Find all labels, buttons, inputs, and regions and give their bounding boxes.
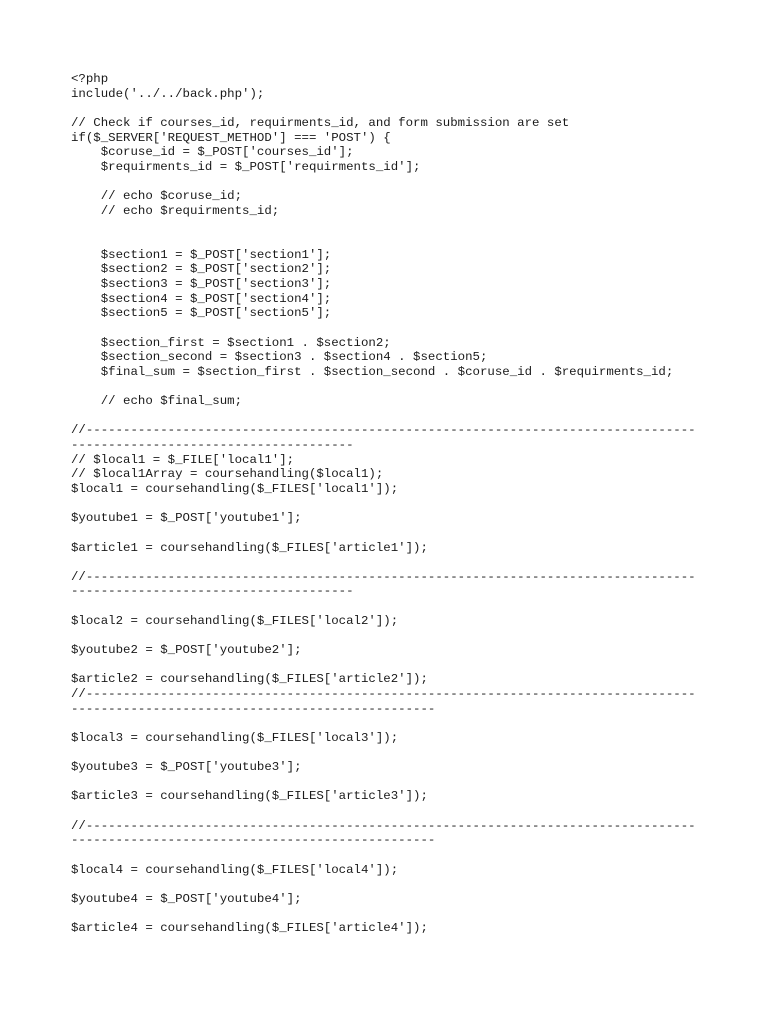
code-line — [71, 716, 711, 731]
code-line — [71, 848, 711, 863]
code-line — [71, 877, 711, 892]
code-line: $local3 = coursehandling($_FILES['local3']); — [71, 730, 399, 745]
code-line — [71, 628, 711, 643]
code-line — [71, 658, 711, 673]
code-line: $youtube3 = $_POST['youtube3']; — [71, 760, 302, 775]
code-line: // $local1Array = coursehandling($local1); — [71, 467, 384, 482]
code-block — [71, 72, 711, 936]
code-line: $final_sum = $section_first . $section_second . $coruse_id . $requirments_id; — [71, 364, 674, 379]
code-line: $section3 = $_POST['section3']; — [71, 276, 332, 291]
code-line: $local2 = coursehandling($_FILES['local2']); — [71, 613, 399, 628]
code-line — [71, 775, 711, 790]
code-line: // Check if courses_id, requirments_id, and form submission are set — [71, 115, 570, 130]
code-line — [71, 174, 711, 189]
code-line: // echo $requirments_id; — [71, 203, 280, 218]
code-line: ------------------------------------------------- — [71, 833, 436, 848]
code-line: <?php — [71, 72, 109, 86]
code-line — [71, 379, 711, 394]
code-line: $local4 = coursehandling($_FILES['local4']); — [71, 862, 399, 877]
code-line — [71, 218, 711, 233]
code-line — [71, 321, 711, 336]
code-line: // echo $coruse_id; — [71, 189, 243, 204]
code-line: $youtube2 = $_POST['youtube2']; — [71, 642, 302, 657]
code-line — [71, 745, 711, 760]
code-line: ------------------------------------------------- — [71, 701, 436, 716]
code-line: $coruse_id = $_POST['courses_id']; — [71, 145, 354, 160]
code-line: if($_SERVER['REQUEST_METHOD'] === 'POST') { — [71, 130, 391, 145]
code-line: // echo $final_sum; — [71, 394, 243, 409]
code-line: //---------------------------------------------------------------------------------- — [71, 686, 696, 701]
code-line — [71, 599, 711, 614]
code-line: // $local1 = $_FILE['local1']; — [71, 452, 295, 467]
code-line: $section1 = $_POST['section1']; — [71, 247, 332, 262]
code-line: $section5 = $_POST['section5']; — [71, 306, 332, 321]
code-line: $article1 = coursehandling($_FILES['article1']); — [71, 540, 428, 555]
code-line — [71, 497, 711, 512]
code-line: //---------------------------------------------------------------------------------- — [71, 569, 696, 584]
code-line: $local1 = coursehandling($_FILES['local1']); — [71, 481, 399, 496]
code-line: -------------------------------------- — [71, 438, 354, 453]
code-line: //---------------------------------------------------------------------------------- — [71, 818, 696, 833]
code-line — [71, 907, 711, 922]
code-line: $article4 = coursehandling($_FILES['article4']); — [71, 921, 428, 936]
code-line: $youtube1 = $_POST['youtube1']; — [71, 511, 302, 526]
code-line: $section2 = $_POST['section2']; — [71, 262, 332, 277]
code-line: $article2 = coursehandling($_FILES['article2']); — [71, 672, 428, 687]
code-line — [71, 804, 711, 819]
code-line: $section4 = $_POST['section4']; — [71, 291, 332, 306]
code-line: $section_second = $section3 . $section4 . $section5; — [71, 350, 488, 365]
code-line — [71, 101, 711, 116]
code-line — [71, 233, 711, 248]
code-line: //---------------------------------------------------------------------------------- — [71, 423, 696, 438]
code-line — [71, 555, 711, 570]
code-line: -------------------------------------- — [71, 584, 354, 599]
code-line: $article3 = coursehandling($_FILES['article3']); — [71, 789, 428, 804]
code-line: include('../../back.php'); — [71, 86, 265, 101]
code-line — [71, 526, 711, 541]
code-line: $youtube4 = $_POST['youtube4']; — [71, 891, 302, 906]
code-line — [71, 409, 711, 424]
code-line: $section_first = $section1 . $section2; — [71, 335, 391, 350]
code-line: $requirments_id = $_POST['requirments_id']; — [71, 159, 421, 174]
